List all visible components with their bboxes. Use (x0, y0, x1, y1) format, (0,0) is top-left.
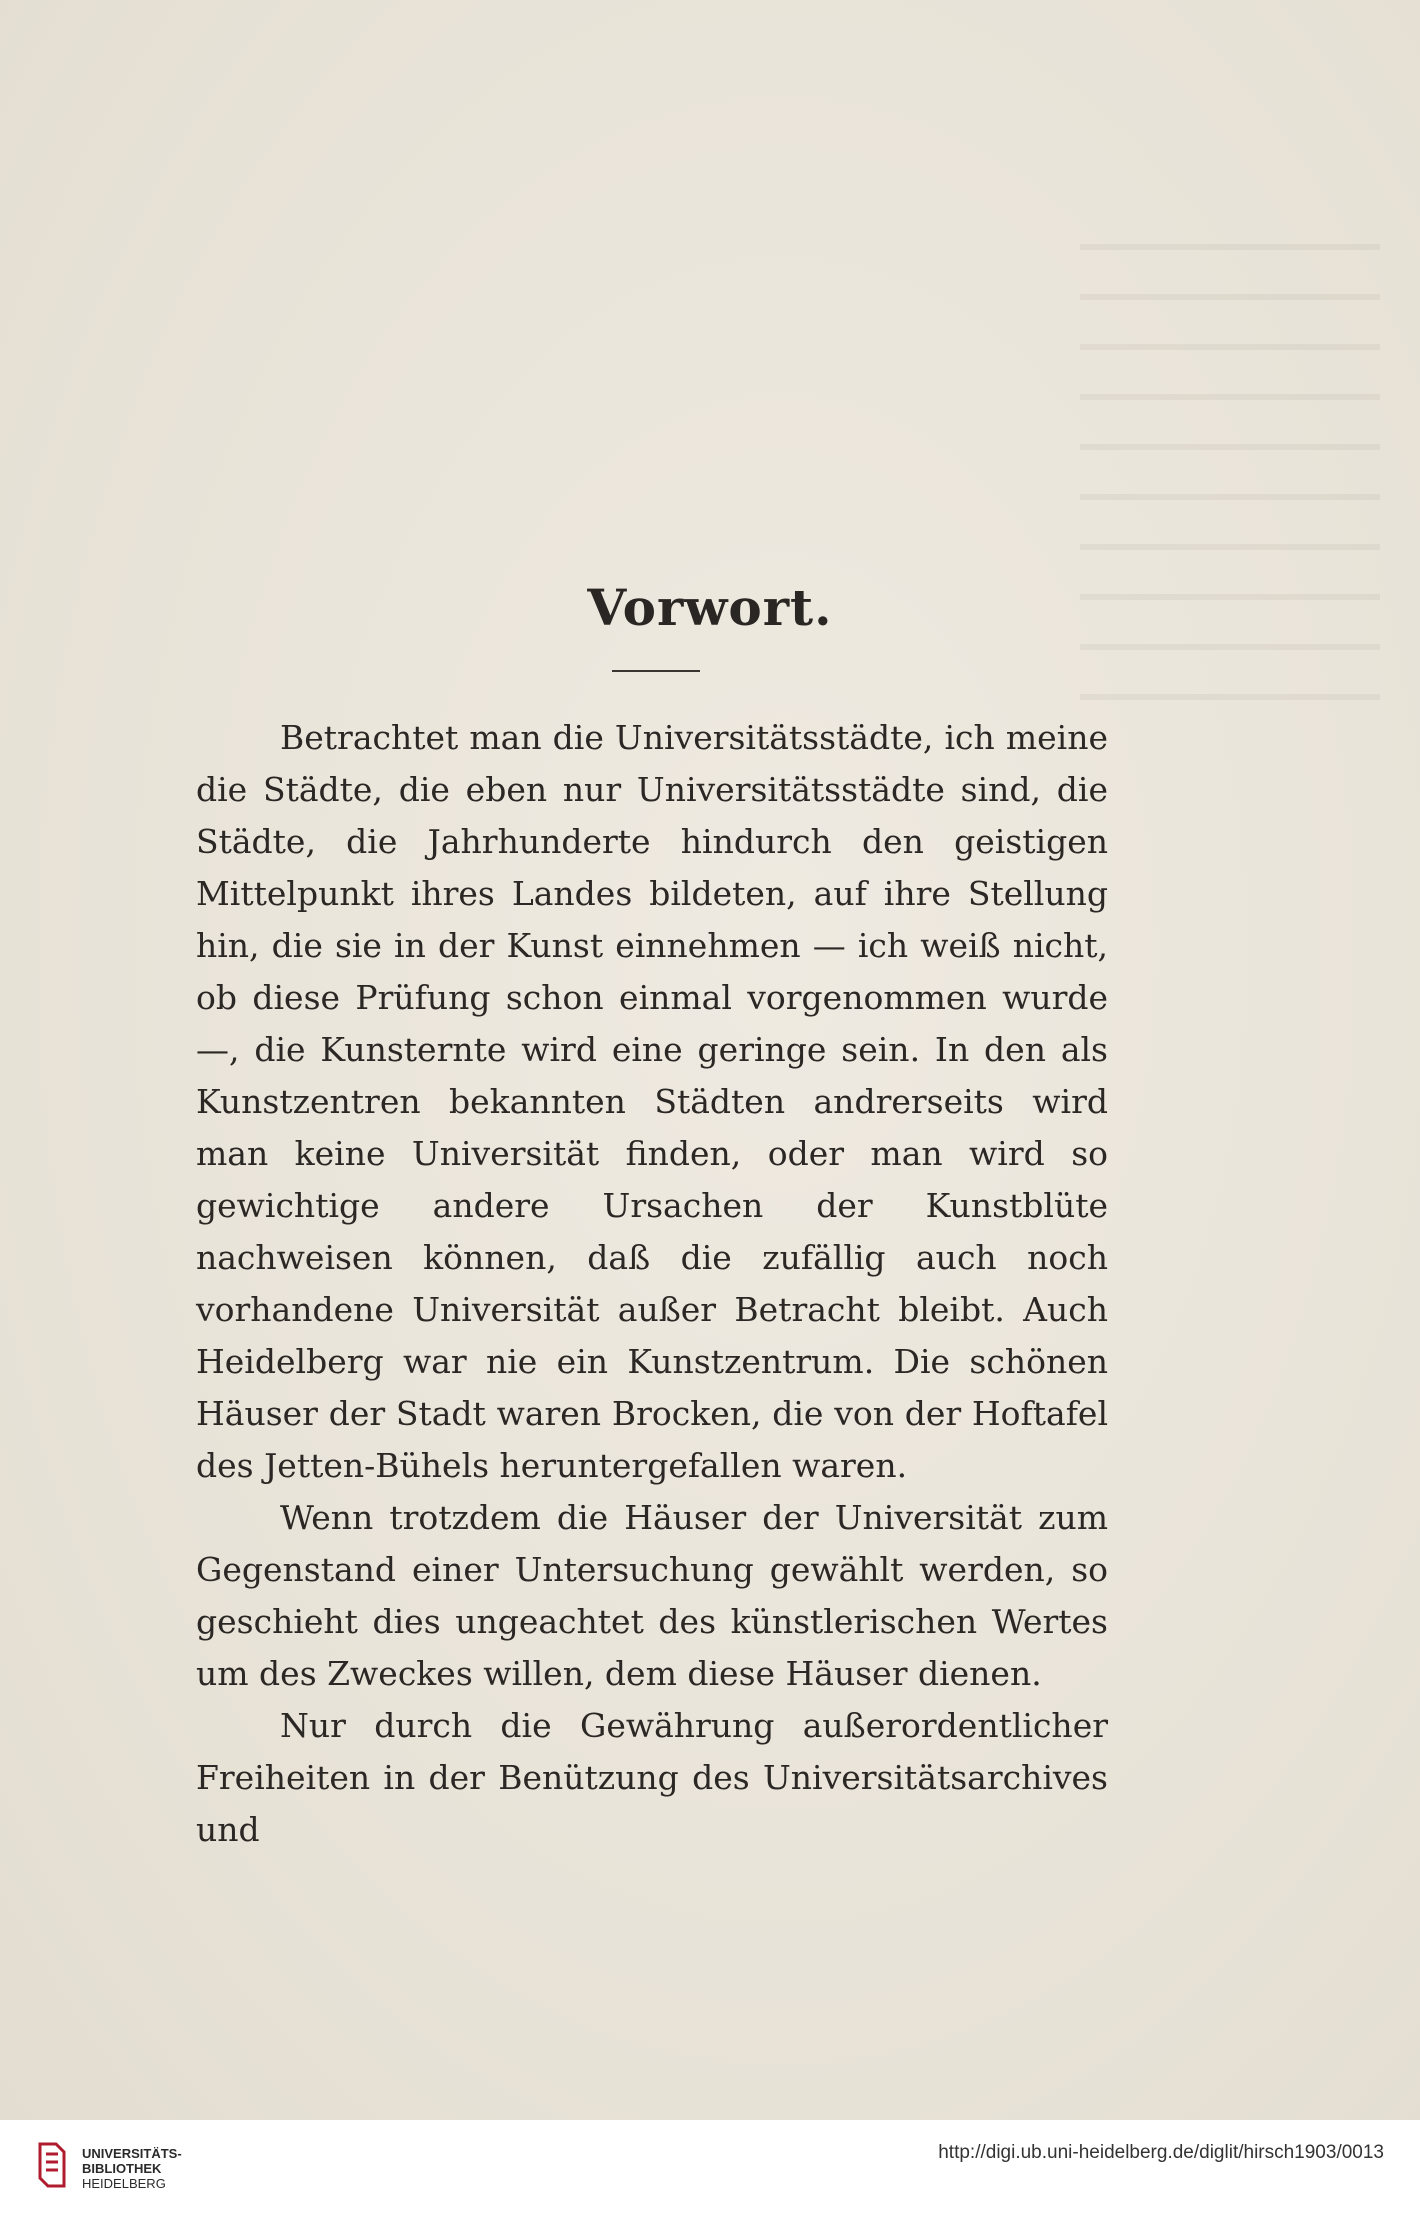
logo-line-1: UNIVERSITÄTS- (82, 2146, 182, 2161)
footer-bar (0, 2120, 1420, 2223)
show-through-text (1080, 200, 1380, 720)
title-rule (612, 670, 700, 672)
paragraph-2: Wenn trotzdem die Häuser der Universität zum Gegenstand einer Untersuchung gewählt werden, so geschieht dies ungeachtet des künstlerischen Wertes um des Zweckes willen, dem diese Häuser dienen. (196, 1498, 1108, 1693)
library-name (82, 2146, 182, 2191)
page-title: Vorwort. (587, 578, 833, 637)
logo-line-2: BIBLIOTHEK (82, 2161, 162, 2176)
logo-line-3: HEIDELBERG (82, 2176, 166, 2191)
body-text (196, 712, 1108, 1856)
library-logo-icon (36, 2140, 68, 2190)
paragraph-3: Nur durch die Gewährung außerordentlicher Freiheiten in der Benützung des Universitätsarchives und (196, 1706, 1108, 1849)
source-url[interactable]: http://digi.ub.uni-heidelberg.de/diglit/hirsch1903/0013 (938, 2142, 1384, 2163)
paragraph-1: Betrachtet man die Universitätsstädte, ich meine die Städte, die eben nur Universitätsstädte sind, die Städte, die Jahrhunderte hindurch den geistigen Mittelpunkt ihres Landes bildeten, auf ihre Stellung hin, die sie in der Kunst einnehmen — ich weiß nicht, ob diese Prüfung schon einmal vorgenommen wurde —, die Kunsternte wird eine geringe sein. In den als Kunstzentren bekannten Städten andrerseits wird man keine Universität finden, oder man wird so gewichtige andere Ursachen der Kunstblüte nachweisen können, daß die zufällig auch noch vorhandene Universität außer Betracht bleibt. Auch Heidelberg war nie ein Kunstzentrum. Die schönen Häuser der Stadt waren Brocken, die von der Hoftafel des Jetten-Bühels heruntergefallen waren. (196, 718, 1108, 1485)
